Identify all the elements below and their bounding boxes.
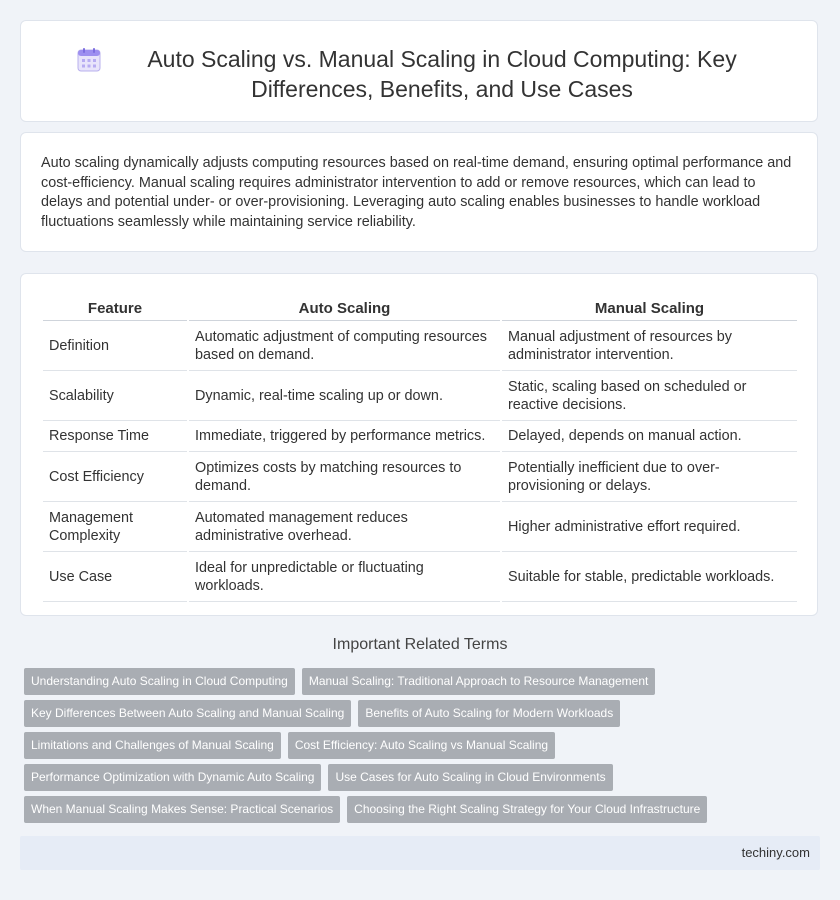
related-terms-title: Important Related Terms [332,636,508,653]
related-term-tag[interactable]: Limitations and Challenges of Manual Scaling [24,732,281,759]
header-manual-scaling: Manual Scaling [501,296,797,321]
manual-scaling-cell: Delayed, depends on manual action. [501,421,797,452]
intro-text: Auto scaling dynamically adjusts computing resources based on real-time demand, ensuring optimal performance and cost-efficiency. Manual scaling requires administrator intervention to add or remove resources, which can lead to delays and potential under- or over-provisioning. Leveraging auto scaling enables businesses to handle workload fluctuations seamlessly while maintaining service reliability. [41,155,792,230]
table-row [43,452,797,502]
title-card [20,20,818,122]
related-term-tag[interactable]: Performance Optimization with Dynamic Auto Scaling [24,764,321,791]
table-row [43,421,797,452]
table-row [43,552,797,602]
header-auto-scaling: Auto Scaling [188,296,501,321]
feature-cell: Cost Efficiency [43,452,188,502]
auto-scaling-cell: Immediate, triggered by performance metrics. [188,421,501,452]
auto-scaling-cell: Dynamic, real-time scaling up or down. [188,371,501,421]
auto-scaling-cell: Optimizes costs by matching resources to demand. [188,452,501,502]
table-header-row [43,296,797,321]
feature-cell: Scalability [43,371,188,421]
related-term-tag[interactable]: Understanding Auto Scaling in Cloud Computing [24,668,295,695]
manual-scaling-cell: Higher administrative effort required. [501,502,797,552]
related-terms-list [24,668,824,828]
related-term-tag[interactable]: Benefits of Auto Scaling for Modern Workloads [358,700,620,727]
manual-scaling-cell: Static, scaling based on scheduled or reactive decisions. [501,371,797,421]
related-term-tag[interactable]: When Manual Scaling Makes Sense: Practical Scenarios [24,796,340,823]
footer-site-link[interactable]: techiny.com [741,845,810,860]
comparison-card [20,273,818,616]
intro-card [20,132,818,252]
page-title: Auto Scaling vs. Manual Scaling in Cloud Computing: Key Differences, Benefits, and Use Cases [147,46,737,102]
table-row [43,502,797,552]
footer [20,836,820,870]
related-term-tag[interactable]: Choosing the Right Scaling Strategy for Your Cloud Infrastructure [347,796,707,823]
manual-scaling-cell: Manual adjustment of resources by administrator intervention. [501,321,797,371]
feature-cell: Definition [43,321,188,371]
auto-scaling-cell: Automatic adjustment of computing resources based on demand. [188,321,501,371]
feature-cell: Response Time [43,421,188,452]
manual-scaling-cell: Potentially inefficient due to over-provisioning or delays. [501,452,797,502]
table-row [43,371,797,421]
table-row [43,321,797,371]
feature-cell: Use Case [43,552,188,602]
feature-cell: Management Complexity [43,502,188,552]
calendar-icon [76,47,102,73]
auto-scaling-cell: Ideal for unpredictable or fluctuating workloads. [188,552,501,602]
manual-scaling-cell: Suitable for stable, predictable workloads. [501,552,797,602]
auto-scaling-cell: Automated management reduces administrative overhead. [188,502,501,552]
related-term-tag[interactable]: Use Cases for Auto Scaling in Cloud Environments [328,764,612,791]
related-term-tag[interactable]: Cost Efficiency: Auto Scaling vs Manual Scaling [288,732,555,759]
related-term-tag[interactable]: Manual Scaling: Traditional Approach to Resource Management [302,668,656,695]
related-term-tag[interactable]: Key Differences Between Auto Scaling and Manual Scaling [24,700,351,727]
header-feature: Feature [43,296,188,321]
comparison-table [43,296,797,602]
